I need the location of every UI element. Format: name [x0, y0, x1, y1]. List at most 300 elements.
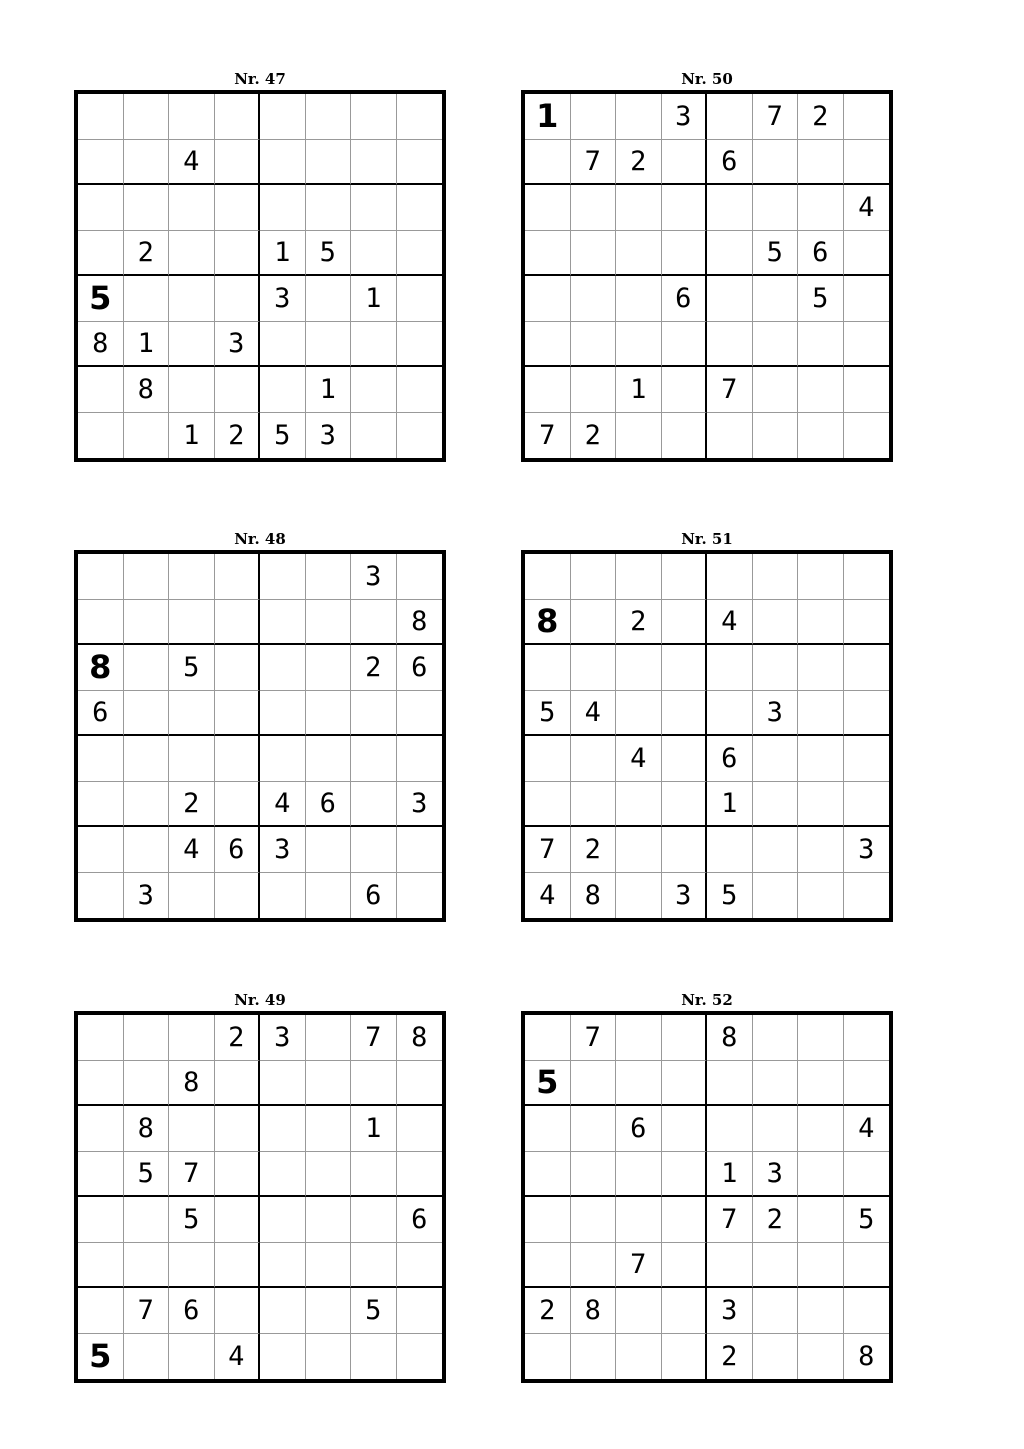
grid-cell: 3 [260, 827, 306, 873]
grid-cell [351, 691, 397, 737]
grid-cell [844, 600, 890, 646]
grid-cell [525, 1015, 571, 1061]
grid-cell [753, 1288, 799, 1334]
grid-cell: 7 [571, 1015, 617, 1061]
grid-cell [124, 782, 170, 828]
grid-cell: 6 [78, 691, 124, 737]
grid-cell [215, 600, 261, 646]
sudoku-grid [74, 90, 446, 462]
puzzle-title: Nr. 47 [234, 70, 286, 88]
grid-cell: 1 [351, 1106, 397, 1152]
grid-cell: 2 [215, 1015, 261, 1061]
grid-cell [798, 873, 844, 919]
grid-cell [798, 827, 844, 873]
grid-cell [753, 782, 799, 828]
grid-cell [753, 873, 799, 919]
grid-cell [571, 1152, 617, 1198]
grid-cell [662, 185, 708, 231]
grid-cell [306, 94, 352, 140]
grid-cell [215, 185, 261, 231]
sudoku-grid [521, 90, 893, 462]
grid-cell [306, 873, 352, 919]
grid-cell [798, 185, 844, 231]
grid-cell [707, 322, 753, 368]
grid-cell [571, 1106, 617, 1152]
grid-cell [571, 736, 617, 782]
grid-cell: 8 [571, 873, 617, 919]
grid-cell [798, 367, 844, 413]
grid-cell [78, 600, 124, 646]
grid-cell [525, 782, 571, 828]
grid-cell: 3 [753, 691, 799, 737]
grid-cell: 6 [707, 140, 753, 186]
grid-cell [525, 276, 571, 322]
grid-cell: 5 [798, 276, 844, 322]
grid-cell [798, 1015, 844, 1061]
grid-cell [306, 554, 352, 600]
grid-cell [616, 691, 662, 737]
grid-cell [169, 185, 215, 231]
grid-cell [707, 231, 753, 277]
grid-cell: 1 [306, 367, 352, 413]
grid-cell [78, 1106, 124, 1152]
grid-cell: 4 [260, 782, 306, 828]
grid-cell [798, 1152, 844, 1198]
grid-cell [662, 691, 708, 737]
puzzle-title: Nr. 52 [681, 991, 733, 1009]
grid-cell [215, 1288, 261, 1334]
sudoku-grid [521, 1011, 893, 1383]
grid-cell [78, 1288, 124, 1334]
grid-cell: 4 [844, 185, 890, 231]
grid-cell: 5 [525, 691, 571, 737]
grid-cell [616, 782, 662, 828]
grid-cell [525, 1152, 571, 1198]
sudoku-grid [521, 550, 893, 922]
grid-cell [124, 1243, 170, 1289]
grid-cell [798, 1197, 844, 1243]
grid-cell [753, 1061, 799, 1107]
grid-cell [844, 322, 890, 368]
grid-cell: 8 [169, 1061, 215, 1107]
grid-cell: 2 [215, 413, 261, 459]
grid-cell [260, 600, 306, 646]
grid-cell [844, 736, 890, 782]
grid-cell [351, 322, 397, 368]
grid-cell [753, 185, 799, 231]
grid-cell [571, 322, 617, 368]
grid-cell [215, 1197, 261, 1243]
grid-cell: 4 [616, 736, 662, 782]
grid-cell [525, 736, 571, 782]
grid-cell [844, 1243, 890, 1289]
grid-cell [798, 645, 844, 691]
grid-cell [798, 1243, 844, 1289]
grid-cell: 2 [351, 645, 397, 691]
grid-cell [525, 367, 571, 413]
grid-cell: 4 [215, 1334, 261, 1380]
grid-cell [571, 185, 617, 231]
grid-cell [616, 1288, 662, 1334]
grid-cell [169, 873, 215, 919]
grid-cell [662, 413, 708, 459]
grid-cell: 4 [525, 873, 571, 919]
grid-cell: 1 [260, 231, 306, 277]
grid-cell: 1 [707, 1152, 753, 1198]
grid-cell: 1 [351, 276, 397, 322]
grid-cell: 8 [78, 322, 124, 368]
grid-cell [571, 231, 617, 277]
grid-cell [707, 1243, 753, 1289]
puzzle-title: Nr. 50 [681, 70, 733, 88]
grid-cell [753, 1243, 799, 1289]
grid-cell [306, 1288, 352, 1334]
grid-cell [351, 1061, 397, 1107]
grid-cell: 8 [397, 600, 443, 646]
grid-cell [260, 367, 306, 413]
grid-cell [351, 413, 397, 459]
grid-cell: 8 [707, 1015, 753, 1061]
grid-cell [571, 645, 617, 691]
grid-cell [525, 1334, 571, 1380]
grid-cell [397, 140, 443, 186]
grid-cell [844, 94, 890, 140]
grid-cell [306, 691, 352, 737]
grid-cell: 6 [169, 1288, 215, 1334]
grid-cell [397, 736, 443, 782]
grid-cell [215, 645, 261, 691]
grid-cell: 5 [260, 413, 306, 459]
grid-cell [169, 600, 215, 646]
grid-cell [616, 645, 662, 691]
grid-cell: 8 [124, 1106, 170, 1152]
grid-cell [798, 554, 844, 600]
grid-cell [798, 691, 844, 737]
grid-cell [707, 827, 753, 873]
grid-cell [306, 600, 352, 646]
grid-cell [215, 1106, 261, 1152]
grid-cell [397, 691, 443, 737]
grid-cell [397, 1106, 443, 1152]
grid-cell: 4 [169, 827, 215, 873]
grid-cell [351, 1197, 397, 1243]
grid-cell [306, 1197, 352, 1243]
grid-cell [306, 185, 352, 231]
grid-cell [124, 276, 170, 322]
grid-cell [351, 1152, 397, 1198]
grid-cell: 4 [707, 600, 753, 646]
grid-cell: 2 [798, 94, 844, 140]
grid-cell [397, 1152, 443, 1198]
grid-cell [169, 276, 215, 322]
grid-cell [753, 1334, 799, 1380]
grid-cell: 3 [260, 276, 306, 322]
grid-cell [397, 367, 443, 413]
grid-cell [306, 645, 352, 691]
grid-cell: 8 [124, 367, 170, 413]
grid-cell [798, 322, 844, 368]
grid-cell [260, 873, 306, 919]
grid-cell [662, 1197, 708, 1243]
grid-cell [124, 1334, 170, 1380]
grid-cell [844, 691, 890, 737]
grid-cell: 6 [616, 1106, 662, 1152]
grid-cell [397, 1288, 443, 1334]
grid-cell [571, 1334, 617, 1380]
grid-cell [707, 276, 753, 322]
grid-cell [662, 600, 708, 646]
grid-cell: 8 [78, 645, 124, 691]
grid-cell [78, 231, 124, 277]
grid-cell [397, 1061, 443, 1107]
grid-cell [78, 554, 124, 600]
grid-cell [351, 231, 397, 277]
grid-cell: 3 [707, 1288, 753, 1334]
grid-cell [616, 231, 662, 277]
grid-cell [798, 413, 844, 459]
grid-cell: 5 [78, 1334, 124, 1380]
grid-cell [124, 94, 170, 140]
grid-cell: 7 [351, 1015, 397, 1061]
grid-cell [753, 367, 799, 413]
grid-cell [525, 185, 571, 231]
grid-cell [753, 645, 799, 691]
grid-cell [260, 322, 306, 368]
grid-cell [397, 873, 443, 919]
grid-cell [169, 1243, 215, 1289]
grid-cell [351, 600, 397, 646]
grid-cell [169, 554, 215, 600]
grid-cell [707, 691, 753, 737]
grid-cell [844, 1152, 890, 1198]
grid-cell [306, 322, 352, 368]
grid-cell [707, 94, 753, 140]
grid-cell [525, 1197, 571, 1243]
grid-cell [525, 322, 571, 368]
grid-cell [215, 736, 261, 782]
grid-cell [397, 231, 443, 277]
grid-cell: 2 [169, 782, 215, 828]
grid-cell [169, 1015, 215, 1061]
grid-cell [260, 1334, 306, 1380]
grid-cell: 6 [798, 231, 844, 277]
grid-cell: 3 [215, 322, 261, 368]
puzzle-title: Nr. 51 [681, 530, 733, 548]
grid-cell [169, 1334, 215, 1380]
grid-cell [571, 94, 617, 140]
grid-cell: 7 [616, 1243, 662, 1289]
grid-cell [753, 276, 799, 322]
grid-cell: 7 [753, 94, 799, 140]
grid-cell [306, 1334, 352, 1380]
grid-cell [78, 140, 124, 186]
grid-cell [662, 554, 708, 600]
sudoku-grid [74, 1011, 446, 1383]
grid-cell [260, 645, 306, 691]
grid-cell [215, 691, 261, 737]
grid-cell [844, 413, 890, 459]
grid-cell [124, 600, 170, 646]
grid-cell [844, 554, 890, 600]
grid-cell [124, 827, 170, 873]
grid-cell [215, 231, 261, 277]
grid-cell [124, 736, 170, 782]
grid-cell [798, 1288, 844, 1334]
grid-cell [124, 691, 170, 737]
grid-cell [169, 736, 215, 782]
grid-cell [397, 322, 443, 368]
grid-cell [844, 367, 890, 413]
grid-cell [397, 276, 443, 322]
grid-cell [215, 1061, 261, 1107]
grid-cell [616, 554, 662, 600]
grid-cell [753, 1106, 799, 1152]
grid-cell [397, 1334, 443, 1380]
grid-cell [260, 1061, 306, 1107]
grid-cell [78, 413, 124, 459]
grid-cell [78, 782, 124, 828]
grid-cell [78, 1061, 124, 1107]
grid-cell [260, 94, 306, 140]
grid-cell [260, 1243, 306, 1289]
grid-cell: 2 [753, 1197, 799, 1243]
grid-cell: 5 [169, 645, 215, 691]
grid-cell [616, 94, 662, 140]
grid-cell [525, 645, 571, 691]
grid-cell [616, 1197, 662, 1243]
grid-cell [753, 322, 799, 368]
grid-cell: 6 [397, 645, 443, 691]
grid-cell [844, 645, 890, 691]
grid-cell: 3 [844, 827, 890, 873]
grid-cell: 4 [844, 1106, 890, 1152]
grid-cell: 7 [571, 140, 617, 186]
grid-cell [798, 140, 844, 186]
grid-cell: 2 [616, 600, 662, 646]
grid-cell [124, 413, 170, 459]
grid-cell [662, 231, 708, 277]
grid-cell: 1 [169, 413, 215, 459]
grid-cell: 1 [525, 94, 571, 140]
grid-cell [78, 1243, 124, 1289]
grid-cell [662, 367, 708, 413]
grid-cell [351, 827, 397, 873]
grid-cell [306, 276, 352, 322]
grid-cell [844, 140, 890, 186]
grid-cell [616, 276, 662, 322]
grid-cell: 3 [260, 1015, 306, 1061]
puzzle-title: Nr. 49 [234, 991, 286, 1009]
grid-cell [616, 827, 662, 873]
grid-cell [260, 736, 306, 782]
grid-cell [306, 827, 352, 873]
grid-cell [753, 736, 799, 782]
grid-cell [571, 782, 617, 828]
grid-cell [616, 1152, 662, 1198]
grid-cell: 3 [351, 554, 397, 600]
grid-cell [571, 554, 617, 600]
grid-cell [215, 140, 261, 186]
grid-cell [306, 736, 352, 782]
grid-cell [753, 1015, 799, 1061]
grid-cell [616, 413, 662, 459]
grid-cell: 5 [78, 276, 124, 322]
grid-cell [351, 736, 397, 782]
grid-cell: 8 [525, 600, 571, 646]
grid-cell: 5 [525, 1061, 571, 1107]
grid-cell: 5 [169, 1197, 215, 1243]
grid-cell [662, 645, 708, 691]
grid-cell [351, 782, 397, 828]
grid-cell [78, 873, 124, 919]
grid-cell [662, 140, 708, 186]
grid-cell [798, 1106, 844, 1152]
grid-cell [124, 140, 170, 186]
grid-cell: 2 [525, 1288, 571, 1334]
grid-cell [798, 782, 844, 828]
grid-cell [571, 276, 617, 322]
grid-cell [169, 367, 215, 413]
grid-cell: 5 [306, 231, 352, 277]
grid-cell: 2 [616, 140, 662, 186]
grid-cell: 3 [662, 94, 708, 140]
grid-cell [260, 1106, 306, 1152]
grid-cell: 5 [844, 1197, 890, 1243]
grid-cell [798, 1061, 844, 1107]
grid-cell: 7 [525, 827, 571, 873]
grid-cell [707, 1061, 753, 1107]
grid-cell [662, 1243, 708, 1289]
grid-cell [306, 140, 352, 186]
grid-cell [707, 185, 753, 231]
grid-cell: 3 [753, 1152, 799, 1198]
grid-cell: 5 [124, 1152, 170, 1198]
grid-cell [260, 1197, 306, 1243]
grid-cell: 4 [571, 691, 617, 737]
grid-cell: 8 [397, 1015, 443, 1061]
grid-cell: 7 [169, 1152, 215, 1198]
grid-cell [798, 736, 844, 782]
grid-cell [78, 1197, 124, 1243]
grid-cell [124, 185, 170, 231]
puzzle-title: Nr. 48 [234, 530, 286, 548]
grid-cell [397, 554, 443, 600]
grid-cell [844, 1288, 890, 1334]
grid-cell: 5 [707, 873, 753, 919]
grid-cell [351, 1243, 397, 1289]
grid-cell [571, 1061, 617, 1107]
grid-cell [616, 1015, 662, 1061]
grid-cell [397, 1243, 443, 1289]
grid-cell [351, 367, 397, 413]
grid-cell [662, 782, 708, 828]
grid-cell [616, 185, 662, 231]
grid-cell [525, 140, 571, 186]
grid-cell [260, 1288, 306, 1334]
grid-cell: 6 [397, 1197, 443, 1243]
grid-cell [798, 1334, 844, 1380]
grid-cell: 7 [124, 1288, 170, 1334]
grid-cell: 3 [306, 413, 352, 459]
grid-cell [260, 1152, 306, 1198]
grid-cell: 7 [525, 413, 571, 459]
grid-cell [662, 1106, 708, 1152]
grid-cell [662, 1288, 708, 1334]
grid-cell [571, 600, 617, 646]
grid-cell [306, 1061, 352, 1107]
grid-cell: 6 [707, 736, 753, 782]
grid-cell [525, 231, 571, 277]
